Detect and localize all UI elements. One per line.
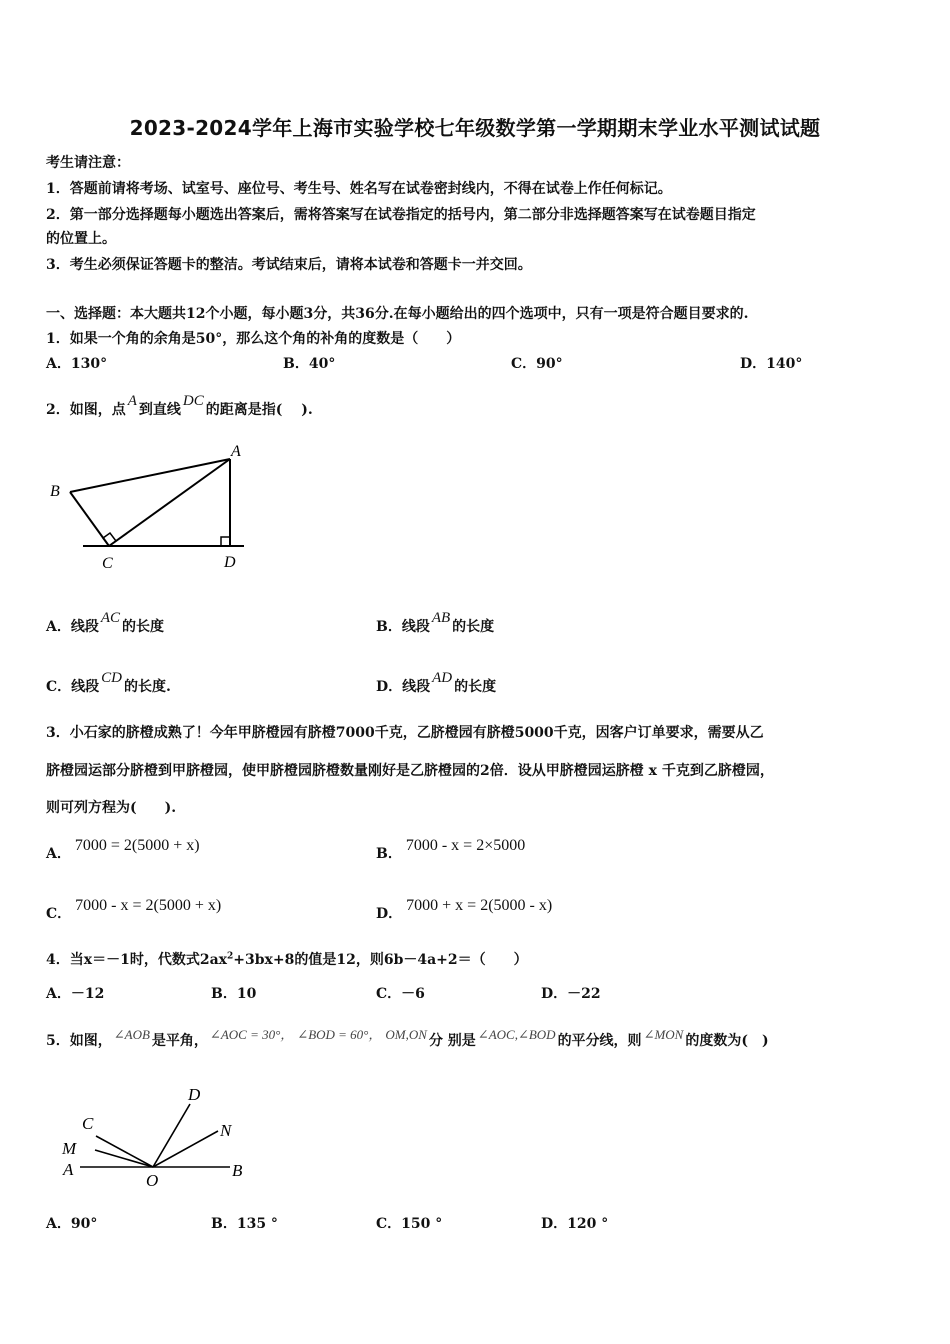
q5-figure (50, 1078, 270, 1193)
q1-option-c[interactable]: C．90° (511, 356, 563, 372)
q4-option-d[interactable]: D．－22 (541, 986, 601, 1002)
q4-option-a[interactable]: A．－12 (46, 986, 105, 1002)
q2-option-a[interactable]: A．线段AC的长度 (46, 610, 165, 635)
q2-label-c: C (102, 555, 113, 572)
q5-label-c: C (82, 1114, 94, 1133)
q2-right-angle-d (221, 537, 230, 546)
section-heading: 一、选择题：本大题共12个小题，每小题3分，共36分.在每小题给出的四个选项中，只有一项是符合题目要求的. (46, 306, 749, 322)
notice-item-3: 3．考生必须保证答题卡的整洁。考试结束后，请将本试卷和答题卡一并交回。 (46, 257, 532, 273)
q5-label-a: A (63, 1160, 74, 1179)
question-2-stem: 2．如图，点A到直线DC的距离是指( ). (46, 393, 313, 418)
q5-label-m: M (62, 1139, 77, 1158)
q5-label-b: B (232, 1161, 243, 1180)
q5-label-o: O (146, 1171, 159, 1190)
notice-item-2: 2．第一部分选择题每小题选出答案后，需将答案写在试卷指定的括号内，第二部分非选择题答案写在试卷题目指定 (46, 207, 756, 223)
notice-item-1: 1．答题前请将考场、试室号、座位号、考生号、姓名写在试卷密封线内，不得在试卷上作任何标记。 (46, 181, 672, 197)
q5-ray-oc (95, 1150, 153, 1167)
q3-option-c[interactable]: C． 7000 - x = 2(5000 + x) (46, 897, 222, 922)
q5-option-b[interactable]: B．135 ° (211, 1216, 278, 1232)
question-4-stem: 4．当x＝－1时，代数式$2ax^2+3bx+8$的值是12，则6b－4a+2＝（ ） (46, 951, 528, 968)
q2-figure (40, 430, 260, 580)
question-3-line-3: 则可列方程为( ). (46, 800, 177, 816)
q4-option-c[interactable]: C．－6 (376, 986, 425, 1002)
q2-right-angle-c (103, 533, 116, 546)
q5-option-c[interactable]: C．150 ° (376, 1216, 443, 1232)
q3-option-a[interactable]: A． 7000 = 2(5000 + x) (46, 837, 200, 862)
q1-option-b[interactable]: B．40° (283, 356, 336, 372)
q1-option-a[interactable]: A．130° (46, 356, 108, 372)
q3-option-b[interactable]: B． 7000 - x = 2×5000 (376, 837, 526, 862)
q5-ray-om (96, 1136, 153, 1167)
question-1-stem: 1．如果一个角的余角是50°，那么这个角的补角的度数是（ ） (46, 331, 461, 347)
q2-option-b[interactable]: B．线段AB的长度 (376, 610, 495, 635)
q2-option-c[interactable]: C．线段CD的长度. (46, 670, 171, 695)
q5-label-n: N (220, 1121, 232, 1140)
notice-heading: 考生请注意： (46, 155, 130, 171)
q4-option-b[interactable]: B．10 (211, 986, 257, 1002)
q5-option-d[interactable]: D．120 ° (541, 1216, 609, 1232)
question-5-stem: 5．如图， ∠AOB 是平角， ∠AOC = 30°， ∠BOD = 60°， OM,ON 分 别是 ∠AOC,∠BOD 的平分线，则 ∠MON 的度数为( ) (46, 1027, 769, 1049)
q1-option-d[interactable]: D．140° (740, 356, 803, 372)
notice-item-2-cont: 的位置上。 (46, 231, 116, 247)
q3-option-d[interactable]: D． 7000 + x = 2(5000 - x) (376, 897, 553, 922)
q2-label-a: A (231, 443, 241, 460)
q2-label-d: D (224, 554, 236, 571)
q5-option-a[interactable]: A．90° (46, 1216, 98, 1232)
page-title: 2023-2024学年上海市实验学校七年级数学第一学期期末学业水平测试试题 (129, 116, 821, 140)
q2-label-b: B (50, 483, 60, 500)
q5-label-d: D (188, 1085, 201, 1104)
q2-option-d[interactable]: D．线段AD的长度 (376, 670, 497, 695)
question-3-line-2: 脐橙园运部分脐橙到甲脐橙园，使甲脐橙园脐橙数量刚好是乙脐橙园的2倍．设从甲脐橙园运脐橙 x 千克到乙脐橙园， (46, 763, 774, 779)
question-3-line-1: 3．小石家的脐橙成熟了！今年甲脐橙园有脐橙7000千克，乙脐橙园有脐橙5000千克，因客户订单要求，需要从乙 (46, 725, 764, 741)
